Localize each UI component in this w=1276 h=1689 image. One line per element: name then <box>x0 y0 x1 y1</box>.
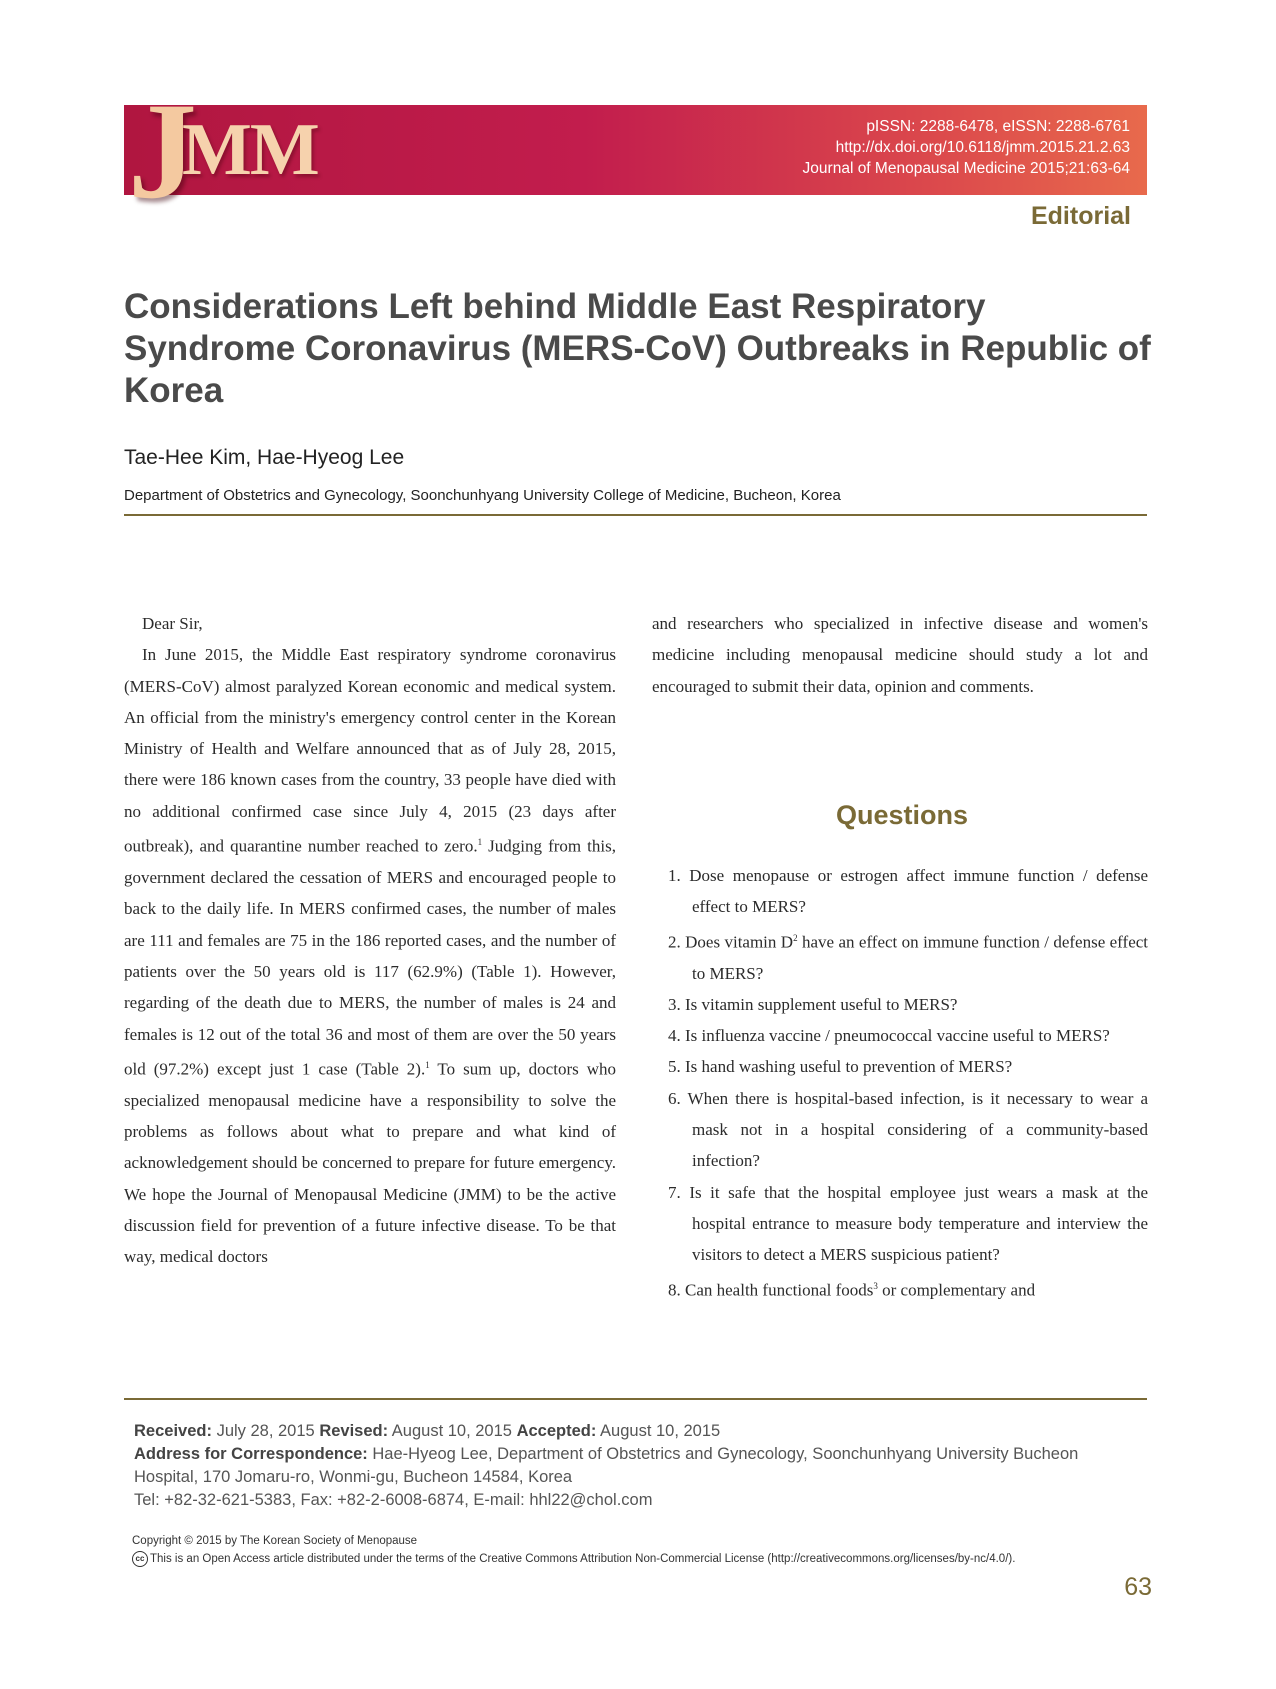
dates-line <box>134 1420 1144 1443</box>
page-number: 63 <box>1124 1573 1152 1601</box>
question-item: 3. Is vitamin supplement useful to MERS? <box>668 994 958 1014</box>
license-text[interactable]: This is an Open Access article distributed under the terms of the Creative Commons Attribution Non-Commercial License (http://creativecommons.org/licenses/by-nc/4.0/). <box>150 1553 1016 1565</box>
received-label: Received: <box>134 1422 212 1440</box>
question-item: 7. Is it safe that the hospital employee just wears a mask at the hospital entrance to measure body temperature and interview the visitors to detect a MERS suspicious patient? <box>668 1182 1148 1265</box>
copyright-line: Copyright © 2015 by The Korean Society of Menopause <box>132 1535 418 1547</box>
article-title: Considerations Left behind Middle East Respiratory Syndrome Coronavirus (MERS-CoV) Outbreaks in Republic of Korea <box>124 287 1151 410</box>
question-item: 5. Is hand washing useful to prevention of MERS? <box>668 1057 1013 1077</box>
question-item: 4. Is influenza vaccine / pneumococcal vaccine useful to MERS? <box>668 1026 1110 1046</box>
logo-letters-mm: MM <box>182 109 318 191</box>
question-item <box>668 1271 1148 1306</box>
citation-line: Journal of Menopausal Medicine 2015;21:63-64 <box>802 160 1130 177</box>
salutation: Dear Sir, <box>142 614 203 633</box>
body-paragraph <box>124 639 616 1272</box>
reference-mark[interactable]: 1 <box>477 837 483 848</box>
question-item <box>668 923 1148 989</box>
article-footnote <box>134 1420 1144 1512</box>
revised-date: August 10, 2015 <box>391 1422 512 1440</box>
body-text: In June 2015, the Middle East respiratory syndrome coronavirus (MERS-CoV) almost paralyzed Korean economic and medical system. An official from the ministry's emergency control center in the Korean Ministry of Health and Welfare announced that as of July 28, 2015, there were 186 known cases from the country, 33 people have died with no additional confirmed case since July 4, 2015 (23 days after outbreak), and quarantine number reached to zero. <box>124 645 616 856</box>
reference-mark[interactable]: 3 <box>873 1280 878 1291</box>
footer-divider <box>124 1398 1147 1400</box>
license-line <box>132 1550 1015 1568</box>
banner-info <box>803 116 1130 179</box>
questions-list <box>668 860 1148 1305</box>
question-text: have an effect on immune function / defense effect to MERS? <box>692 932 1149 983</box>
questions-heading: Questions <box>835 800 969 830</box>
accepted-label: Accepted: <box>516 1422 597 1440</box>
question-item: 6. When there is hospital-based infection, is it necessary to wear a mask not in a hospital considering of a community-based infection? <box>668 1088 1148 1171</box>
article-type: Editorial <box>1030 202 1131 230</box>
question-text: or complementary and <box>877 1280 1036 1300</box>
reference-mark[interactable]: 2 <box>793 932 798 943</box>
question-text: 2. Does vitamin D <box>668 932 794 952</box>
author-list: Tae-Hee Kim, Hae-Hyeog Lee <box>124 446 405 469</box>
doi-link[interactable]: http://dx.doi.org/10.6118/jmm.2015.21.2.63 <box>835 139 1130 156</box>
reference-mark[interactable]: 1 <box>425 1059 430 1070</box>
affiliation: Department of Obstetrics and Gynecology, Soonchunhyang University College of Medicine, Bucheon, Korea <box>124 487 841 504</box>
body-text: Judging from this, government declared the cessation of MERS and encouraged people to back to the daily life. In MERS confirmed cases, the number of males are 111 and females are 75 in the 186 reported cases, and the number of patients over the 50 years old is 117 (62.9%) (Table 1). However, regarding of the death due to MERS, the number of males is 24 and females is 12 out of the total 36 and most of them are over the 50 years old (97.2%) except just 1 case (Table 2). <box>124 836 616 1079</box>
received-date: July 28, 2015 <box>216 1422 315 1440</box>
creative-commons-icon: cc <box>132 1551 148 1567</box>
issn-line: pISSN: 2288-6478, eISSN: 2288-6761 <box>866 118 1130 135</box>
question-item: 1. Dose menopause or estrogen affect immune function / defense effect to MERS? <box>668 866 1148 917</box>
correspondence-address <box>134 1443 1144 1489</box>
left-column <box>124 608 616 1273</box>
revised-label: Revised: <box>319 1422 389 1440</box>
contact-line: Tel: +82-32-621-5383, Fax: +82-2-6008-6874, E-mail: hhl22@chol.com <box>134 1491 653 1509</box>
body-paragraph-continued: and researchers who specialized in infective disease and women's medicine including menopausal medicine should study a lot and encouraged to submit their data, opinion and comments. <box>652 614 1148 696</box>
logo-letter-j: J <box>128 74 197 227</box>
header-divider <box>124 514 1147 516</box>
address-label: Address for Correspondence: <box>134 1445 368 1463</box>
jmm-logo <box>128 74 358 227</box>
address-text: Hae-Hyeog Lee, Department of Obstetrics and Gynecology, Soonchunhyang University Bucheon Hospital, 170 Jomaru-ro, Wonmi-gu, Bucheon 14584, Korea <box>134 1445 1079 1486</box>
accepted-date: August 10, 2015 <box>600 1422 721 1440</box>
copyright-block <box>132 1532 1015 1568</box>
body-text: To sum up, doctors who specialized menopausal medicine have a responsibility to solve the problems as follows about what to prepare and what kind of acknowledgement should be concerned to prepare for future emergency. We hope the Journal of Menopausal Medicine (JMM) to be the active discussion field for prevention of a future infective disease. To be that way, medical doctors <box>124 1059 616 1267</box>
question-text: 8. Can health functional foods <box>668 1280 874 1300</box>
right-column <box>652 608 1148 702</box>
